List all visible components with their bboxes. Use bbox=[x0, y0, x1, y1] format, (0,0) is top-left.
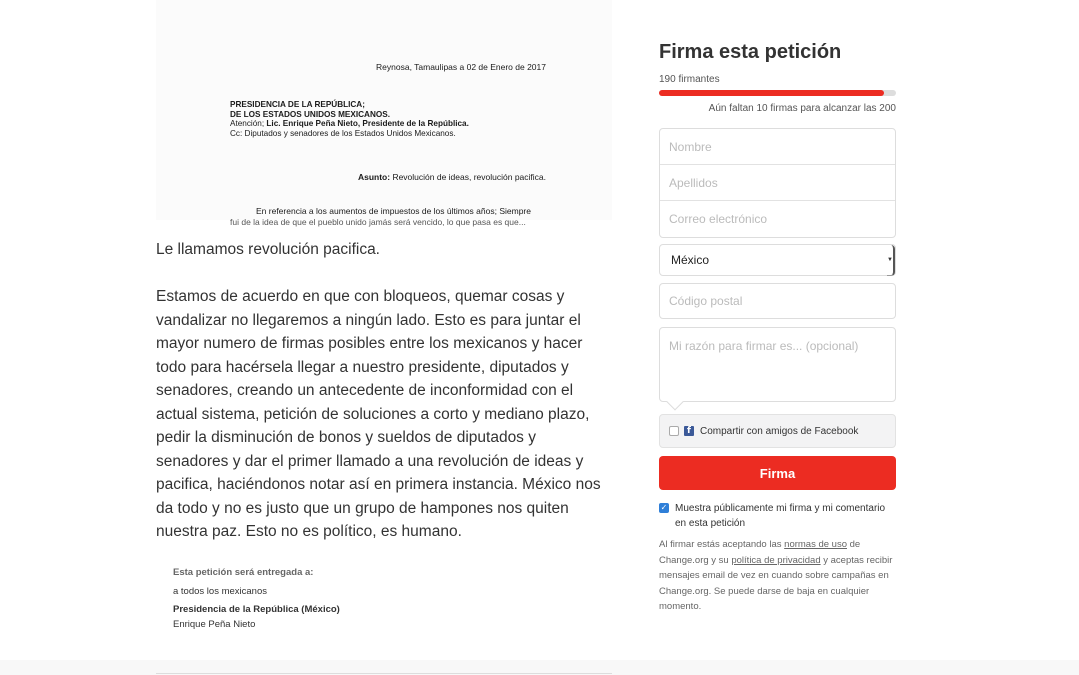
facebook-icon: f bbox=[684, 426, 694, 436]
letter-image bbox=[156, 0, 612, 227]
dropdown-arrow-icon: ▼ bbox=[887, 245, 895, 276]
public-display-label: Muestra públicamente mi firma y mi comentario en esta petición bbox=[675, 503, 886, 529]
reason-textarea[interactable] bbox=[660, 328, 895, 401]
progress-fill bbox=[659, 90, 884, 96]
name-email-fields bbox=[659, 128, 896, 238]
public-display-checkbox[interactable]: ✓ bbox=[660, 503, 668, 512]
first-name-field bbox=[660, 129, 895, 165]
legal-text-1: Al firmar estás aceptando las bbox=[659, 539, 785, 550]
facebook-share-checkbox[interactable] bbox=[669, 426, 679, 436]
recipient-organization: Presidencia de la República (México) bbox=[173, 604, 340, 615]
recipients-label: Esta petición será entregada a: bbox=[173, 567, 314, 578]
public-display-option bbox=[659, 501, 896, 531]
cc-line: Cc: Diputados y senadores de los Estados Unidos Mexicanos. bbox=[230, 128, 456, 138]
first-name-input[interactable] bbox=[669, 140, 895, 154]
legal-text-2: de Change.org y su bbox=[659, 539, 861, 566]
content-divider bbox=[156, 673, 612, 674]
petition-paragraph: Estamos de acuerdo en que con bloqueos, quemar cosas y vandalizar no llegaremos a ningún lado. Esto es para juntar el mayor numero de firmas posibles entre los mexicanos y hacer todo para hacérsela llegar a nuestro presidente, diputados y senadores, creando un antecedente de inconformidad con el actual sistema, petición de soluciones a corto y mediano plazo, pedir la disminución de bonos y sueldos de diputados y senadores y dar el primer llamado a una revolución de ideas y pacifica, haciéndonos notar así en primera instancia. México nos da todo y no es justo que un grupo de hampones nos quiten nuestra paz. Esto no es político, es humano. bbox=[156, 288, 601, 540]
last-name-input[interactable] bbox=[669, 176, 895, 190]
letter-cut-line: fui de la idea de que el pueblo unido jamás será vencido, lo que pasa es que... bbox=[230, 217, 526, 227]
legal-text-3: y aceptas recibir mensajes email de vez en cuando sobre campañas en Change.org. Se puede darse de baja en cualquier momento. bbox=[659, 554, 893, 612]
facebook-share-option[interactable] bbox=[659, 414, 896, 448]
letter-addressee bbox=[230, 100, 469, 138]
subject-text: Revolución de ideas, revolución pacifica. bbox=[390, 172, 546, 182]
petition-paragraph: Le llamamos revolución pacifica. bbox=[156, 241, 380, 258]
petition-content bbox=[156, 0, 612, 637]
email-field bbox=[660, 201, 895, 237]
subject-label: Asunto: bbox=[357, 172, 391, 182]
recipient-target: a todos los mexicanos bbox=[173, 586, 267, 597]
recipient-person: Enrique Peña Nieto bbox=[173, 619, 256, 630]
attention-prefix: Atención; bbox=[230, 119, 267, 129]
letter-date: Reynosa, Tamaulipas a 02 de Enero de 2017 bbox=[376, 62, 546, 72]
addressee-line-1: PRESIDENCIA DE LA REPÚBLICA; bbox=[230, 100, 365, 109]
last-name-field bbox=[660, 165, 895, 201]
petition-body bbox=[156, 238, 612, 544]
letter-subject bbox=[358, 172, 546, 182]
signatures-remaining: Aún faltan 10 firmas para alcanzar las 200 bbox=[708, 103, 896, 114]
legal-notice bbox=[659, 537, 896, 615]
postal-code-field bbox=[659, 283, 896, 319]
email-input[interactable] bbox=[669, 212, 895, 226]
addressee-line-2: DE LOS ESTADOS UNIDOS MEXICANOS. bbox=[230, 109, 390, 119]
sign-button[interactable]: Firma bbox=[659, 456, 896, 490]
terms-of-use-link[interactable]: normas de uso bbox=[784, 539, 847, 550]
country-value: México bbox=[671, 253, 710, 267]
letter-reference: En referencia a los aumentos de impuestos de los últimos años; Siempre bbox=[256, 206, 531, 216]
reason-field bbox=[659, 327, 896, 402]
facebook-share-label: Compartir con amigos de Facebook bbox=[700, 425, 859, 437]
privacy-policy-link[interactable]: política de privacidad bbox=[731, 554, 821, 566]
postal-code-input[interactable] bbox=[669, 294, 895, 308]
signature-progress-bar bbox=[659, 90, 896, 96]
attention-name: Lic. Enrique Peña Nieto, Presidente de la República. bbox=[266, 119, 469, 129]
sign-form-title: Firma esta petición bbox=[659, 41, 842, 63]
signers-count: 190 firmantes bbox=[659, 74, 720, 85]
recipients-section bbox=[173, 567, 612, 630]
country-select[interactable] bbox=[659, 244, 896, 276]
